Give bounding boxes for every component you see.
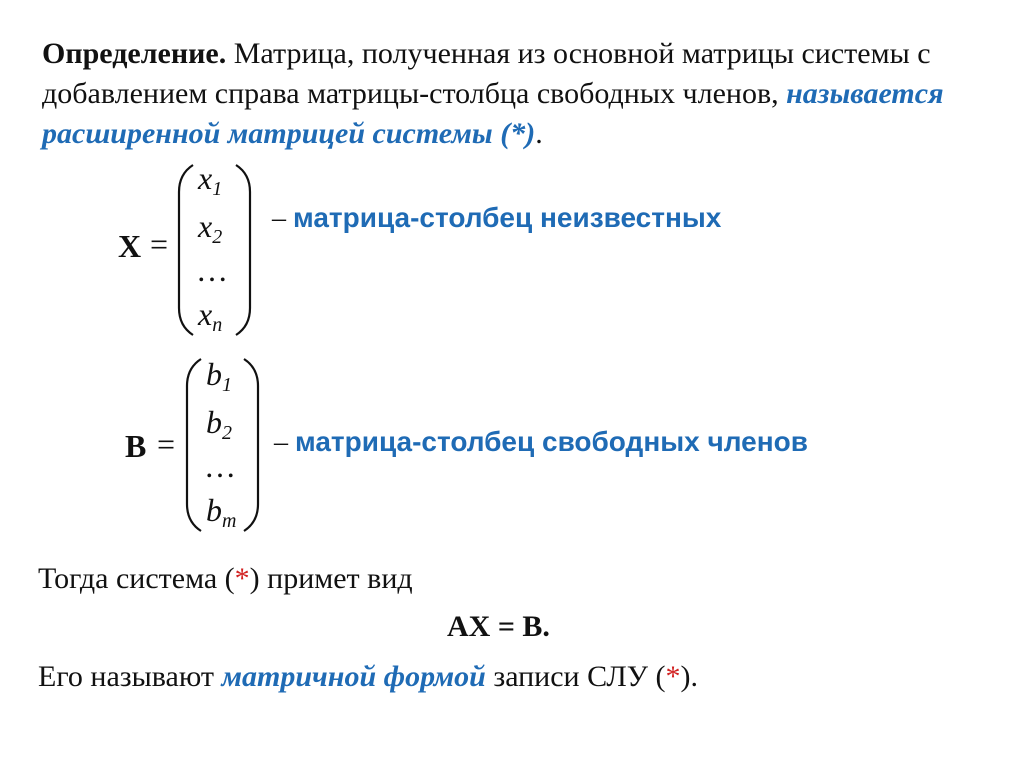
- matrix-x-equals: =: [150, 226, 169, 262]
- then-line: Тогда система (*) примет вид: [38, 562, 413, 595]
- matrix-x-entry-2: $x_2$: [198, 208, 223, 248]
- matrix-x-right-paren: [232, 162, 254, 338]
- matrix-x-left-paren: [175, 162, 197, 338]
- star-mark: *: [234, 562, 250, 595]
- matrix-x-entry-n: $x_n$: [198, 296, 223, 336]
- matrix-b-equals: =: [157, 426, 176, 462]
- definition-paragraph: [42, 34, 992, 154]
- definition-term: Определение.: [42, 37, 227, 70]
- matrix-b-name: B: [125, 428, 147, 464]
- matrix-b-entry-m: $b_m$: [206, 492, 237, 532]
- matrix-equation: AX = B.: [447, 610, 550, 643]
- matrix-b-right-paren: [240, 356, 262, 534]
- matrix-b-entry-2: $b_2$: [206, 404, 232, 444]
- matrix-b-entry-1: $b_1$: [206, 356, 232, 396]
- definition-highlight: называется расширенной матрицей системы (*): [42, 77, 944, 150]
- matrix-b-left-paren: [183, 356, 205, 534]
- definition-text: Матрица, полученная из основной матрицы системы с добавлением справа матрицы-столбца свободных членов,: [42, 37, 931, 110]
- matrix-x-name: X: [118, 228, 142, 264]
- matrix-b-description: – матрица-столбец свободных членов: [274, 426, 808, 458]
- matrix-b-entry-ellipsis: …: [204, 448, 238, 484]
- matrix-x-entry-ellipsis: …: [196, 252, 230, 288]
- matrix-form-highlight: матричной формой: [221, 660, 486, 693]
- matrix-x-description: – матрица-столбец неизвестных: [272, 202, 722, 234]
- matrix-x-entry-1: $x_1$: [198, 160, 223, 200]
- definition-end: .: [535, 117, 543, 150]
- star-mark: *: [665, 660, 681, 693]
- matrix-form-line: Его называют матричной формой записи СЛУ (*).: [38, 660, 698, 693]
